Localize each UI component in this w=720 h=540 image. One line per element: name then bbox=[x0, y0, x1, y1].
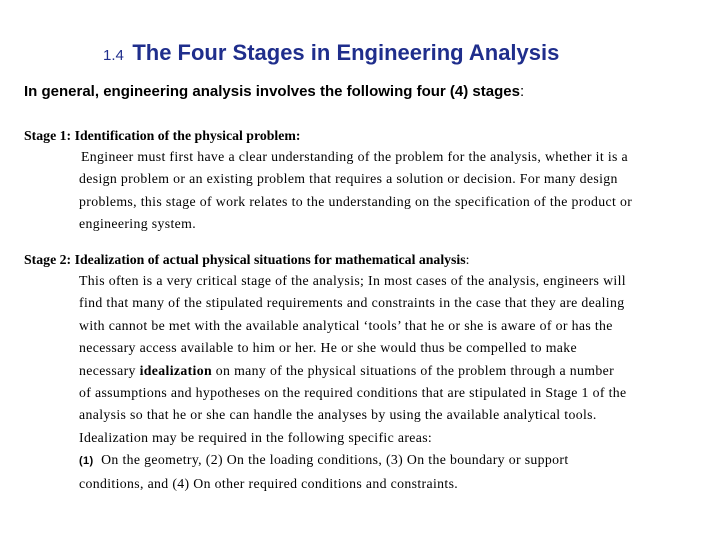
stage-1-body bbox=[79, 146, 691, 236]
list-marker: (1) bbox=[79, 455, 94, 468]
stage-2-line: necessary access available to him or her. He or she would thus be compelled to make bbox=[79, 340, 577, 356]
stage-2-line: of assumptions and hypotheses on the required conditions that are stipulated in Stage 1 of the bbox=[79, 385, 627, 401]
stage-1-heading: Stage 1: Identification of the physical problem: bbox=[24, 128, 301, 143]
stage-2-line: with cannot be met with the available analytical ‘tools’ that he or she is aware of or has the bbox=[79, 317, 613, 333]
stage-1-line: engineering system. bbox=[79, 216, 196, 232]
stage-2-line-idealization bbox=[79, 360, 691, 382]
line-text: on many of the physical situations of the problem through a number bbox=[212, 362, 615, 378]
stage-2-line: This often is a very critical stage of the analysis; In most cases of the analysis, engineers will bbox=[79, 273, 626, 288]
stage-2-line: analysis so that he or she can handle the analyses by using the available analytical tools. bbox=[79, 407, 597, 423]
stage-2-heading-text: Stage 2: Idealization of actual physical situations for mathematical analysis bbox=[24, 252, 466, 267]
line-text: necessary bbox=[79, 362, 140, 378]
idealization-term: idealization bbox=[139, 362, 212, 378]
list-text: On the geometry, (2) On the loading conditions, (3) On the boundary or support bbox=[93, 452, 569, 468]
stage-1-line: Engineer must first have a clear understanding of the problem for the analysis, whether it is a bbox=[81, 149, 629, 164]
stage-1-section bbox=[24, 126, 704, 236]
page-title bbox=[103, 40, 703, 66]
stage-2-heading-colon: : bbox=[465, 252, 470, 267]
section-title: The Four Stages in Engineering Analysis bbox=[132, 40, 560, 65]
intro-colon: : bbox=[519, 83, 525, 100]
stage-1-line: design problem or an existing problem that requires a solution or decision. For many design bbox=[79, 171, 618, 187]
stage-2-line: find that many of the stipulated requirements and constraints in the case that they are dealing bbox=[79, 295, 625, 311]
stage-2-list-line bbox=[79, 449, 691, 472]
stage-2-heading bbox=[24, 250, 704, 270]
stage-2-list-line: conditions, and (4) On other required conditions and constraints. bbox=[79, 475, 459, 491]
intro-paragraph bbox=[24, 83, 704, 100]
stage-1-line: problems, this stage of work relates to the understanding on the specification of the product or bbox=[79, 193, 633, 209]
section-number: 1.4 bbox=[103, 47, 124, 64]
intro-text: In general, engineering analysis involves the following four (4) stages bbox=[24, 83, 520, 100]
stage-2-line: Idealization may be required in the following specific areas: bbox=[79, 429, 433, 445]
stage-2-body bbox=[79, 270, 691, 495]
stage-2-section bbox=[24, 250, 704, 495]
